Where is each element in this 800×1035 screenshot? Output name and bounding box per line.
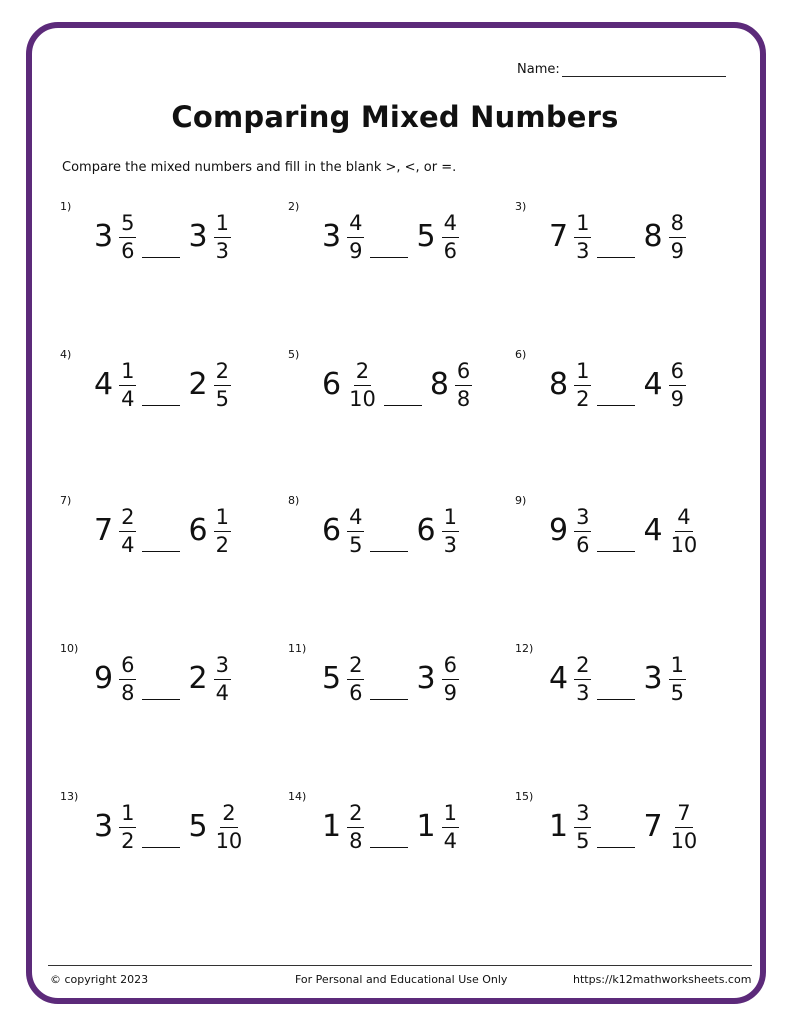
numerator: 7 [675, 803, 692, 828]
comparison-expression [322, 648, 459, 710]
problem-number: 6) [515, 348, 527, 361]
fraction [574, 800, 591, 853]
fraction [347, 652, 364, 705]
problem-number: 9) [515, 494, 527, 507]
footer-usage: For Personal and Educational Use Only [295, 973, 508, 986]
numerator: 1 [669, 655, 686, 680]
comparison-expression [549, 500, 699, 562]
problem-number: 10) [60, 642, 79, 655]
whole-part: 6 [322, 513, 342, 548]
denominator: 5 [670, 680, 684, 705]
problem-5 [288, 348, 508, 428]
mixed-number-a [549, 358, 591, 411]
numerator: 2 [119, 507, 136, 532]
fraction [574, 504, 591, 557]
footer-url: https://k12mathworksheets.com [573, 973, 752, 986]
mixed-number-b [643, 358, 685, 411]
whole-part: 3 [188, 219, 208, 254]
problem-number: 13) [60, 790, 79, 803]
mixed-number-a [322, 210, 364, 263]
whole-part: 7 [643, 809, 663, 844]
mixed-number-b [643, 210, 685, 263]
mixed-number-b [188, 504, 230, 557]
mixed-number-b [643, 800, 699, 853]
numerator: 6 [119, 655, 136, 680]
whole-part: 4 [643, 513, 663, 548]
whole-part: 6 [188, 513, 208, 548]
problem-9 [515, 494, 735, 574]
numerator: 2 [354, 361, 371, 386]
numerator: 3 [214, 655, 231, 680]
numerator: 6 [669, 361, 686, 386]
numerator: 8 [669, 213, 686, 238]
fraction [214, 358, 231, 411]
denominator: 5 [349, 532, 363, 557]
problem-12 [515, 642, 735, 722]
mixed-number-b [643, 652, 685, 705]
problem-6 [515, 348, 735, 428]
mixed-number-b [416, 210, 458, 263]
numerator: 1 [119, 361, 136, 386]
problem-2 [288, 200, 508, 280]
comparison-expression [322, 354, 472, 416]
mixed-number-a [549, 504, 591, 557]
problem-number: 3) [515, 200, 527, 213]
whole-part: 5 [322, 661, 342, 696]
problem-10 [60, 642, 280, 722]
denominator: 2 [121, 828, 135, 853]
problem-number: 15) [515, 790, 534, 803]
problem-number: 5) [288, 348, 300, 361]
denominator: 5 [215, 386, 229, 411]
answer-blank[interactable] [142, 699, 180, 700]
comparison-expression [322, 500, 459, 562]
fraction [119, 652, 136, 705]
fraction [347, 800, 364, 853]
numerator: 4 [347, 507, 364, 532]
whole-part: 9 [549, 513, 569, 548]
answer-blank[interactable] [597, 699, 635, 700]
name-label: Name: [517, 62, 560, 77]
mixed-number-b [188, 652, 230, 705]
denominator: 3 [576, 680, 590, 705]
whole-part: 7 [549, 219, 569, 254]
instructions: Compare the mixed numbers and fill in the blank >, <, or =. [62, 160, 457, 175]
whole-part: 4 [643, 367, 663, 402]
problem-8 [288, 494, 508, 574]
numerator: 2 [574, 655, 591, 680]
mixed-number-a [549, 652, 591, 705]
fraction [442, 504, 459, 557]
fraction [574, 210, 591, 263]
mixed-number-a [322, 800, 364, 853]
problem-number: 4) [60, 348, 72, 361]
fraction [669, 652, 686, 705]
denominator: 8 [456, 386, 471, 411]
fraction [214, 210, 231, 263]
mixed-number-b [643, 504, 699, 557]
denominator: 6 [576, 532, 590, 557]
comparison-expression [549, 648, 686, 710]
numerator: 2 [220, 803, 237, 828]
fraction [119, 358, 136, 411]
fraction [442, 800, 459, 853]
comparison-expression [94, 648, 231, 710]
mixed-number-a [549, 210, 591, 263]
problem-1 [60, 200, 280, 280]
numerator: 2 [347, 803, 364, 828]
mixed-number-b [429, 358, 472, 411]
fraction [347, 504, 364, 557]
answer-blank[interactable] [384, 405, 422, 406]
mixed-number-b [188, 210, 230, 263]
problem-number: 2) [288, 200, 300, 213]
fraction [214, 800, 245, 853]
comparison-expression [549, 796, 699, 858]
denominator: 9 [443, 680, 457, 705]
problem-7 [60, 494, 280, 574]
denominator: 9 [349, 238, 363, 263]
answer-blank[interactable] [142, 551, 180, 552]
numerator: 3 [574, 507, 591, 532]
mixed-number-b [188, 800, 244, 853]
mixed-number-a [94, 652, 136, 705]
denominator: 4 [121, 532, 135, 557]
fraction [347, 210, 364, 263]
mixed-number-b [416, 504, 458, 557]
mixed-number-a [322, 504, 364, 557]
numerator: 4 [675, 507, 692, 532]
mixed-number-a [549, 800, 591, 853]
denominator: 10 [215, 828, 243, 853]
mixed-number-a [94, 358, 136, 411]
fraction [119, 504, 136, 557]
denominator: 5 [576, 828, 590, 853]
whole-part: 3 [94, 219, 114, 254]
answer-blank[interactable] [597, 405, 635, 406]
fraction [574, 652, 591, 705]
numerator: 4 [442, 213, 459, 238]
numerator: 1 [574, 213, 591, 238]
numerator: 2 [347, 655, 364, 680]
footer-divider [48, 965, 752, 966]
fraction [669, 210, 686, 263]
whole-part: 2 [188, 367, 208, 402]
denominator: 3 [215, 238, 229, 263]
denominator: 8 [349, 828, 363, 853]
name-field-row [517, 62, 726, 77]
denominator: 4 [215, 680, 229, 705]
whole-part: 3 [643, 661, 663, 696]
mixed-number-a [94, 210, 136, 263]
problem-11 [288, 642, 508, 722]
answer-blank[interactable] [142, 847, 180, 848]
answer-blank[interactable] [597, 551, 635, 552]
numerator: 1 [214, 507, 231, 532]
denominator: 4 [443, 828, 457, 853]
fraction [669, 504, 700, 557]
fraction [574, 358, 591, 411]
denominator: 3 [443, 532, 457, 557]
whole-part: 6 [416, 513, 436, 548]
mixed-number-a [94, 504, 136, 557]
fraction [119, 210, 136, 263]
denominator: 10 [349, 386, 376, 411]
fraction [669, 800, 700, 853]
fraction [214, 652, 231, 705]
numerator: 6 [442, 655, 459, 680]
denominator: 8 [121, 680, 135, 705]
fraction [442, 652, 459, 705]
answer-blank[interactable] [370, 699, 408, 700]
comparison-expression [549, 206, 686, 268]
numerator: 3 [574, 803, 591, 828]
footer-copyright: © copyright 2023 [50, 973, 149, 986]
whole-part: 3 [94, 809, 114, 844]
answer-blank[interactable] [142, 257, 180, 258]
comparison-expression [94, 796, 244, 858]
fraction [669, 358, 686, 411]
whole-part: 1 [416, 809, 436, 844]
numerator: 4 [347, 213, 364, 238]
comparison-expression [94, 206, 231, 268]
comparison-expression [549, 354, 686, 416]
name-blank[interactable] [562, 63, 726, 77]
comparison-expression [322, 796, 459, 858]
denominator: 10 [670, 532, 698, 557]
whole-part: 3 [416, 661, 436, 696]
fraction [214, 504, 231, 557]
whole-part: 4 [549, 661, 569, 696]
comparison-expression [94, 500, 231, 562]
denominator: 10 [670, 828, 698, 853]
numerator: 6 [455, 361, 472, 386]
denominator: 3 [576, 238, 590, 263]
denominator: 6 [443, 238, 457, 263]
mixed-number-b [188, 358, 230, 411]
whole-part: 9 [94, 661, 114, 696]
whole-part: 4 [94, 367, 114, 402]
whole-part: 8 [429, 367, 449, 402]
problem-number: 14) [288, 790, 307, 803]
denominator: 9 [670, 238, 684, 263]
problem-number: 11) [288, 642, 307, 655]
problem-number: 12) [515, 642, 534, 655]
denominator: 2 [576, 386, 590, 411]
problem-14 [288, 790, 508, 870]
mixed-number-b [416, 800, 458, 853]
answer-blank[interactable] [597, 257, 635, 258]
problem-3 [515, 200, 735, 280]
answer-blank[interactable] [370, 257, 408, 258]
numerator: 1 [442, 803, 459, 828]
whole-part: 5 [416, 219, 436, 254]
whole-part: 8 [643, 219, 663, 254]
fraction [347, 358, 378, 411]
whole-part: 7 [94, 513, 114, 548]
whole-part: 1 [322, 809, 342, 844]
numerator: 1 [574, 361, 591, 386]
answer-blank[interactable] [597, 847, 635, 848]
mixed-number-a [322, 652, 364, 705]
answer-blank[interactable] [370, 551, 408, 552]
fraction [119, 800, 136, 853]
whole-part: 2 [188, 661, 208, 696]
whole-part: 5 [188, 809, 208, 844]
whole-part: 3 [322, 219, 342, 254]
numerator: 2 [214, 361, 231, 386]
answer-blank[interactable] [142, 405, 180, 406]
problem-4 [60, 348, 280, 428]
fraction [455, 358, 472, 411]
problem-number: 7) [60, 494, 72, 507]
numerator: 1 [119, 803, 136, 828]
numerator: 1 [442, 507, 459, 532]
problem-13 [60, 790, 280, 870]
whole-part: 6 [322, 367, 342, 402]
mixed-number-b [416, 652, 458, 705]
numerator: 5 [119, 213, 136, 238]
fraction [442, 210, 459, 263]
numerator: 1 [214, 213, 231, 238]
denominator: 6 [349, 680, 363, 705]
denominator: 6 [121, 238, 135, 263]
whole-part: 8 [549, 367, 569, 402]
whole-part: 1 [549, 809, 569, 844]
worksheet-title: Comparing Mixed Numbers [171, 100, 619, 134]
problem-number: 1) [60, 200, 72, 213]
mixed-number-a [94, 800, 136, 853]
denominator: 9 [670, 386, 684, 411]
problem-15 [515, 790, 735, 870]
answer-blank[interactable] [370, 847, 408, 848]
denominator: 2 [215, 532, 229, 557]
mixed-number-a [322, 358, 378, 411]
comparison-expression [322, 206, 459, 268]
denominator: 4 [121, 386, 135, 411]
problem-number: 8) [288, 494, 300, 507]
comparison-expression [94, 354, 231, 416]
